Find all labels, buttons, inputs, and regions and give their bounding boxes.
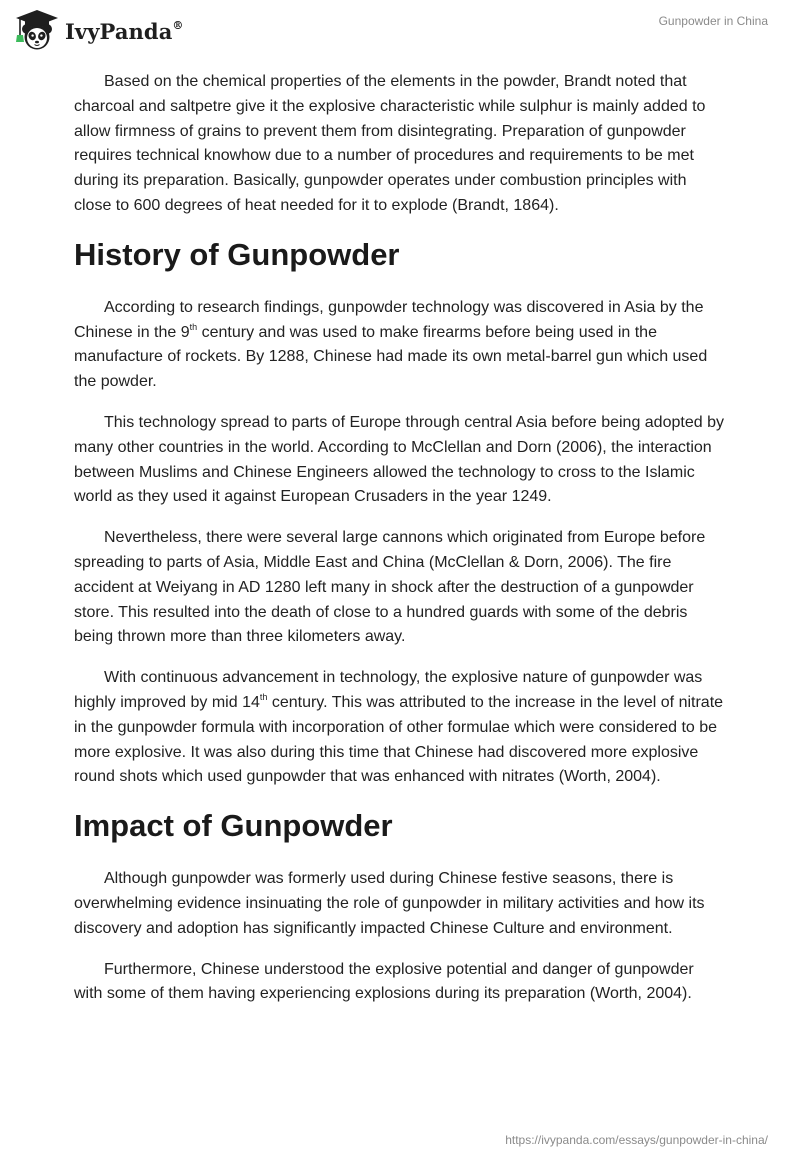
page-header [0, 0, 800, 60]
logo-wordmark: IvyPanda® [65, 18, 184, 44]
essay-body [74, 70, 726, 1023]
paragraph-danger: Furthermore, Chinese understood the explosive potential and danger of gunpowder with some of them having experiencing explosions during its preparation (Worth, 2004). [74, 960, 694, 1003]
ivypanda-logo[interactable] [14, 9, 184, 51]
footer-url-link[interactable]: https://ivypanda.com/essays/gunpowder-in-china/ [505, 1133, 768, 1147]
paragraph-cannons: Nevertheless, there were several large cannons which originated from Europe before spreading to parts of Asia, Middle East and China (McClellan & Dorn, 2006). The fire accident at Weiyang in AD 1280 left many in shock after the destruction of a gunpowder store. This resulted into the death of close to a hundred guards with some of the debris being thrown more than three kilometers away. [74, 529, 706, 646]
paragraph-festive-use: Although gunpowder was formerly used during Chinese festive seasons, there is overwhelming evidence insinuating the role of gunpowder in military activities and how its discovery and adoption has significantly impacted Chinese Culture and environment. [74, 870, 705, 937]
paragraph-chemical-properties: Based on the chemical properties of the elements in the powder, Brandt noted that charcoal and saltpetre give it the explosive characteristic while sulphur is mainly added to allow firmness of grains to prevent them from disintegrating. Preparation of gunpowder requires technical knowhow due to a number of procedures and requirements to be met during its preparation. Basically, gunpowder operates under combustion principles with close to 600 degrees of heat needed for it to explode (Brandt, 1864). [74, 73, 706, 214]
heading-history: History of Gunpowder [74, 236, 400, 272]
running-title: Gunpowder in China [658, 14, 768, 28]
paragraph-spread-europe: This technology spread to parts of Europe through central Asia before being adopted by many other countries in the world. According to McClellan and Dorn (2006), the interaction between Muslims and Chinese Engineers allowed the technology to cross to the Islamic world as they used it against European Crusaders in the year 1249. [74, 413, 724, 506]
heading-impact: Impact of Gunpowder [74, 808, 393, 844]
panda-logo-icon [14, 9, 60, 51]
paragraph-advancement: With continuous advancement in technology, the explosive nature of gunpowder was highly improved by mid 14th century. This was attributed to the increase in the level of nitrate in the gunpowder formula with incorporation of other formulae which were considered to be more explosive. It was also during this time that Chinese had discovered more explosive round shots which used gunpowder that was enhanced with nitrates (Worth, 2004). [74, 669, 724, 786]
paragraph-discovery: According to research findings, gunpowder technology was discovered in Asia by the Chinese in the 9th century and was used to make firearms before being used in the manufacture of rockets. By 1288, Chinese had made its own metal-barrel gun which used the powder. [74, 298, 708, 391]
